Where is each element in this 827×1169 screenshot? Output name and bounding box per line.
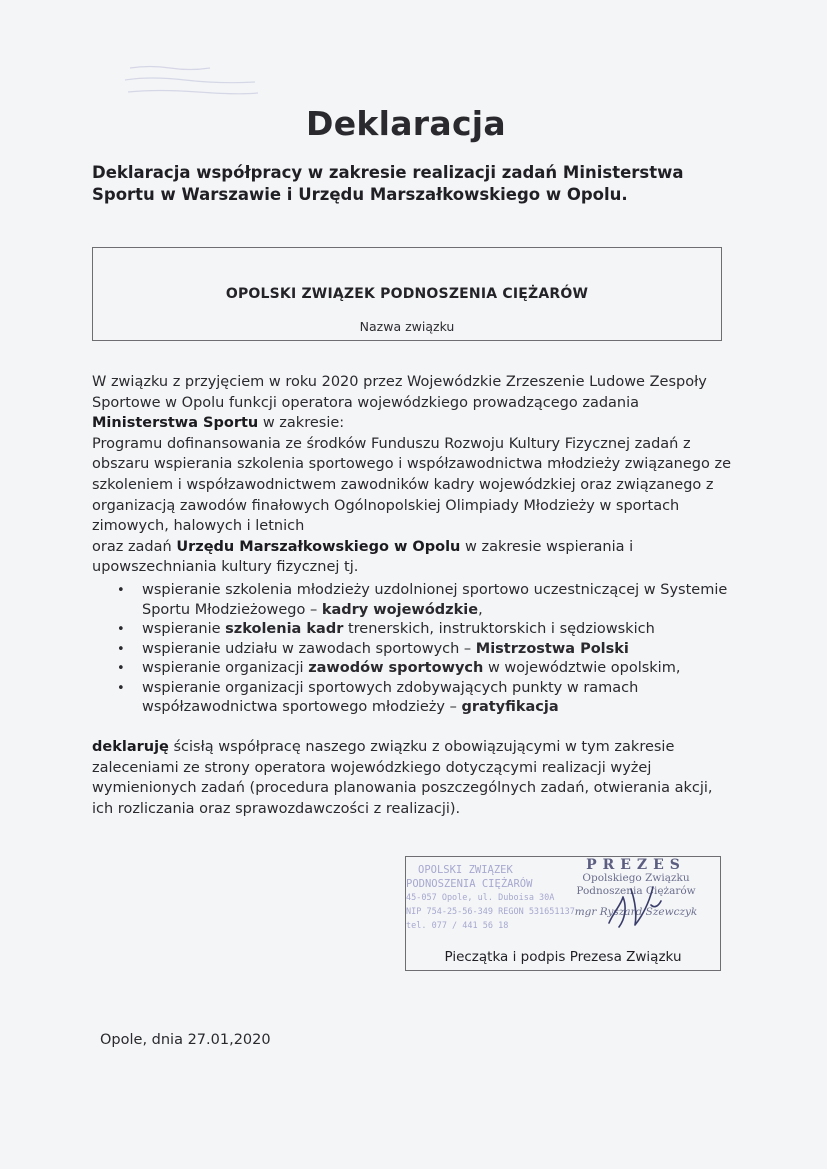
union-name-label: Nazwa związku — [359, 319, 455, 334]
intro-text-1: W związku z przyjęciem w roku 2020 przez Wojewódzkie Zrzeszenie Ludowe Zespoły Sportowe w Opolu funkcji operatora wojewódzkiego prowadzącego zadania — [92, 374, 707, 411]
bullet-bold: kadry wojewódzkie — [321, 601, 479, 618]
stamp-line: 45-057 Opole, ul. Duboisa 30A — [406, 893, 555, 903]
handwritten-signature — [601, 875, 671, 935]
faint-scan-marks — [120, 60, 300, 110]
bullet-bold: gratyfikacja — [461, 699, 559, 715]
intro-text-2: Programu dofinansowania ze środków Funduszu Rozwoju Kultury Fizycznej zadań z obszaru wspierania szkolenia sportowego i współzawodnictwa młodzieży związanego ze szkoleniem i współzawodnictwem zawodników kadry wojewódzkiej oraz związanego z organizacją zawodów finałowych Ogólnopolskiej Olimpiady Młodzieży w sportach zimowych, halowych i letnich — [92, 435, 732, 535]
task-bullet-list — [92, 581, 732, 718]
bullet-dot-icon: • — [117, 641, 125, 657]
bullet-text: wspieranie organizacji sportowych zdobywających punkty w ramach współzawodnictwa sportowego młodzieży – — [142, 679, 639, 715]
declaration-bold: deklaruję — [92, 739, 169, 755]
intro-paragraph — [92, 372, 732, 578]
stamp-signature-box — [405, 856, 721, 971]
bullet-dot-icon: • — [117, 622, 125, 637]
stamp-line: OPOLSKI ZWIĄZEK — [418, 864, 513, 876]
bullet-dot-icon: • — [117, 680, 125, 696]
document-date: Opole, dnia 27.01,2020 — [100, 1032, 271, 1048]
declaration-paragraph — [92, 737, 732, 819]
bullet-item — [92, 640, 732, 660]
bullet-text-after: , — [478, 601, 483, 618]
intro-bold-office: Urzędu Marszałkowskiego w Opolu — [176, 538, 461, 555]
stamp-caption: Pieczątka i podpis Prezesa Związku — [444, 949, 682, 965]
union-name: OPOLSKI ZWIĄZEK PODNOSZENIA CIĘŻARÓW — [225, 286, 589, 302]
bullet-bold: Mistrzostwa Polski — [475, 640, 629, 657]
bullet-bold: szkolenia kadr — [225, 621, 344, 637]
bullet-text: wspieranie organizacji — [142, 660, 304, 676]
bullet-item — [92, 581, 732, 620]
bullet-text: wspieranie — [142, 621, 221, 637]
bullet-text: wspieranie udziału w zawodach sportowych – — [142, 640, 472, 657]
stamp-line: Opolskiego Związku — [582, 872, 690, 884]
document-title: Deklaracja — [306, 104, 506, 143]
bullet-text: wspieranie szkolenia młodzieży uzdolnionej sportowo uczestniczącej w Systemie Sportu Młodzieżowego – — [142, 582, 728, 618]
stamp-line: PODNOSZENIA CIĘŻARÓW — [406, 878, 533, 890]
president-stamp-title: PREZES — [586, 857, 686, 873]
bullet-dot-icon: • — [117, 661, 125, 676]
bullet-item — [92, 620, 732, 640]
stamp-line: Podnoszenia Ciężarów — [576, 885, 696, 897]
intro-text-3-after: w zakresie wspierania i upowszechniania kultury fizycznej tj. — [92, 538, 634, 576]
bullet-text-after: w województwie opolskim, — [487, 660, 681, 676]
bullet-item — [92, 659, 732, 679]
declaration-text: ścisłą współpracę naszego związku z obowiązującymi w tym zakresie zaleceniami ze strony operatora wojewódzkiego dotyczącymi realizacji wyżej wymienionych zadań (procedura planowania poszczególnych zadań, otwierania akcji, ich rozliczania oraz sprawozdawczości z realizacji). — [92, 739, 713, 817]
bullet-bold: zawodów sportowych — [308, 660, 484, 676]
intro-text-1-after: w zakresie: — [262, 415, 345, 432]
document-subtitle: Deklaracja współpracy w zakresie realizacji zadań Ministerstwa Sportu w Warszawie i Urzędu Marszałkowskiego w Opolu. — [92, 163, 684, 204]
bullet-text-after: trenerskich, instruktorskich i sędziowskich — [347, 621, 655, 637]
stamp-line: NIP 754-25-56-349 REGON 531651137 — [406, 907, 575, 917]
bullet-dot-icon: • — [117, 583, 125, 598]
intro-text-3-before: oraz zadań — [92, 538, 172, 555]
intro-bold-ministry: Ministerstwa Sportu — [92, 415, 259, 432]
stamp-line: tel. 077 / 441 56 18 — [406, 921, 509, 931]
stamp-line: mgr Ryszard Szewczyk — [574, 906, 698, 918]
bullet-item — [92, 679, 732, 718]
union-name-box — [92, 247, 722, 341]
